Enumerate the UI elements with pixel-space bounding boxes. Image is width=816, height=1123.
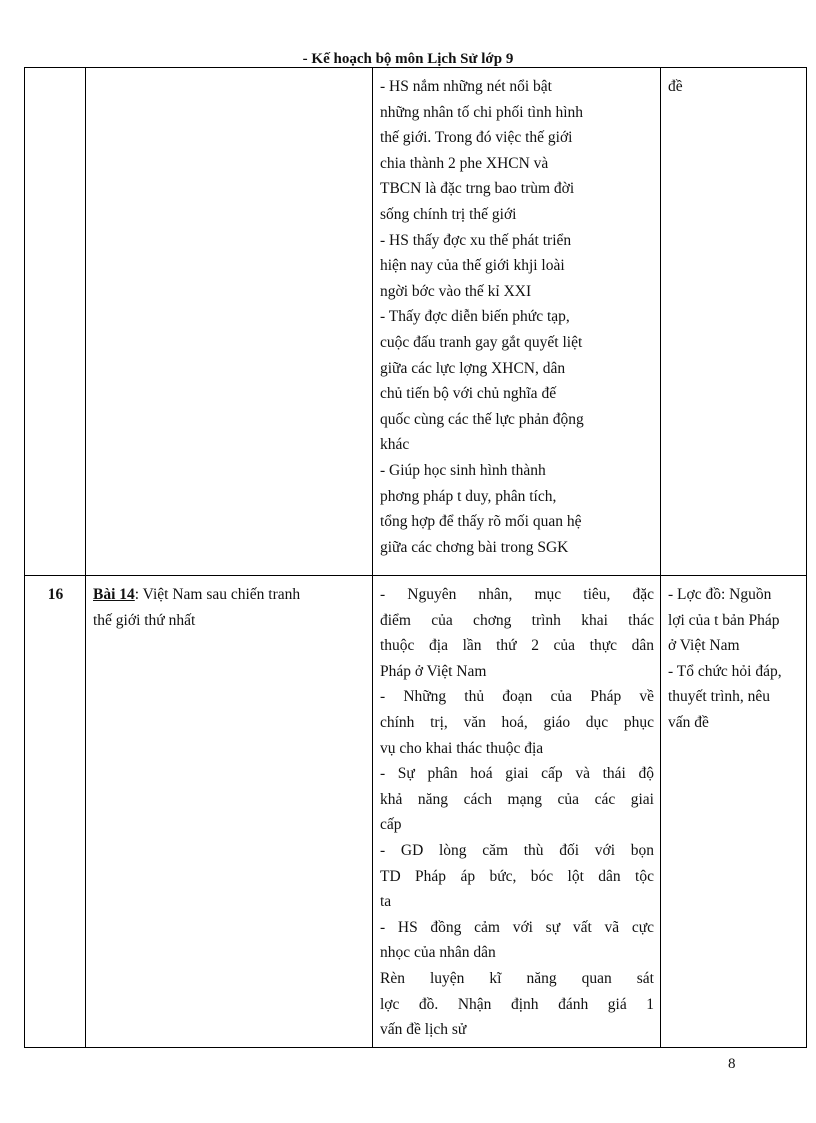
objectives-cell [373, 576, 661, 1048]
method-line: lợi của t bản Pháp [668, 611, 780, 629]
method-line: đề [668, 78, 683, 95]
lesson-label: Bài 14 [93, 586, 135, 603]
objective-line: - HS nắm những nét nổi bật [380, 78, 552, 95]
lesson-title-continued: thế giới thứ nhất [93, 611, 196, 629]
document-header [0, 50, 816, 68]
objective-line: điểm của chơng trình khai thác [380, 611, 654, 629]
lesson-cell [86, 576, 373, 1048]
method-line: - Lợc đồ: Nguồn [668, 586, 772, 603]
objective-line: hiện nay của thế giới khji loài [380, 257, 565, 275]
objective-line: những nhân tố chi phối tình hình [380, 103, 583, 121]
header-title: - Kế hoạch bộ môn Lịch Sử lớp 9 [302, 51, 514, 67]
objective-line: giữa các lực lợng XHCN, dân [380, 359, 566, 377]
objective-line: - Thấy đợc diễn biến phức tạp, [380, 308, 570, 326]
week-cell [25, 68, 86, 576]
lesson-plan-table [24, 67, 807, 1048]
objective-line: khả năng cách mạng của các giai [380, 790, 654, 808]
objective-line: lợc đồ. Nhận định đánh giá 1 [380, 995, 654, 1013]
objective-line: cuộc đấu tranh gay gắt quyết liệt [380, 333, 583, 351]
objective-line: thuộc địa lần thứ 2 của thực dân [380, 637, 654, 655]
objective-line: - Sự phân hoá giai cấp và thái độ [380, 765, 654, 783]
objective-line: TBCN là đặc trng bao trùm đời [380, 180, 575, 198]
objective-line: Rèn luyện kĩ năng quan sát [380, 969, 654, 987]
methods-cell [661, 68, 807, 576]
objective-line: cấp [380, 816, 402, 834]
objective-line: - GD lòng căm thù đối với bọn [380, 841, 654, 859]
objective-line: chia thành 2 phe XHCN và [380, 154, 549, 172]
table-row [25, 68, 807, 576]
objective-line: tổng hợp để thấy rõ mối quan hệ [380, 513, 582, 531]
week-cell: 16 [25, 576, 86, 1048]
table-row [25, 576, 807, 1048]
objective-line: phơng pháp t duy, phân tích, [380, 487, 557, 505]
objective-line: Pháp ở Việt Nam [380, 662, 487, 680]
objective-line: chủ tiến bộ với chủ nghĩa đế [380, 385, 557, 403]
method-line: ở Việt Nam [668, 637, 740, 655]
objective-line: sống chính trị thế giới [380, 205, 517, 223]
objective-line: vụ cho khai thác thuộc địa [380, 739, 544, 757]
objective-line: ta [380, 893, 392, 911]
objective-line: chính trị, văn hoá, giáo dục phục [380, 713, 654, 731]
objective-line: quốc cùng các thế lực phản động [380, 410, 584, 428]
objective-line: - Nguyên nhân, mục tiêu, đặc [380, 586, 654, 603]
lesson-cell [86, 68, 373, 576]
objective-line: vấn đề lịch sử [380, 1021, 467, 1039]
objective-line: TD Pháp áp bức, bóc lột dân tộc [380, 867, 654, 885]
methods-cell [661, 576, 807, 1048]
objective-line: nhọc của nhân dân [380, 944, 496, 962]
objective-line: thế giới. Trong đó việc thế giới [380, 129, 573, 147]
objective-line: ngời bớc vào thế kỉ XXI [380, 282, 532, 300]
objective-line: giữa các chơng bài trong SGK [380, 538, 569, 556]
objective-line: - HS thấy đợc xu thế phát triển [380, 231, 572, 249]
page-number: 8 [728, 1056, 736, 1072]
method-line: - Tổ chức hỏi đáp, [668, 662, 782, 680]
lesson-title: : Việt Nam sau chiến tranh [134, 586, 301, 603]
method-line: vấn đề [668, 713, 709, 731]
method-line: thuyết trình, nêu [668, 688, 771, 706]
objective-line: - HS đồng cảm với sự vất vã cực [380, 918, 654, 936]
objectives-cell [373, 68, 661, 576]
objective-line: - Giúp học sinh hình thành [380, 461, 546, 479]
objective-line: khác [380, 436, 410, 454]
objective-line: - Những thủ đoạn của Pháp về [380, 688, 654, 706]
